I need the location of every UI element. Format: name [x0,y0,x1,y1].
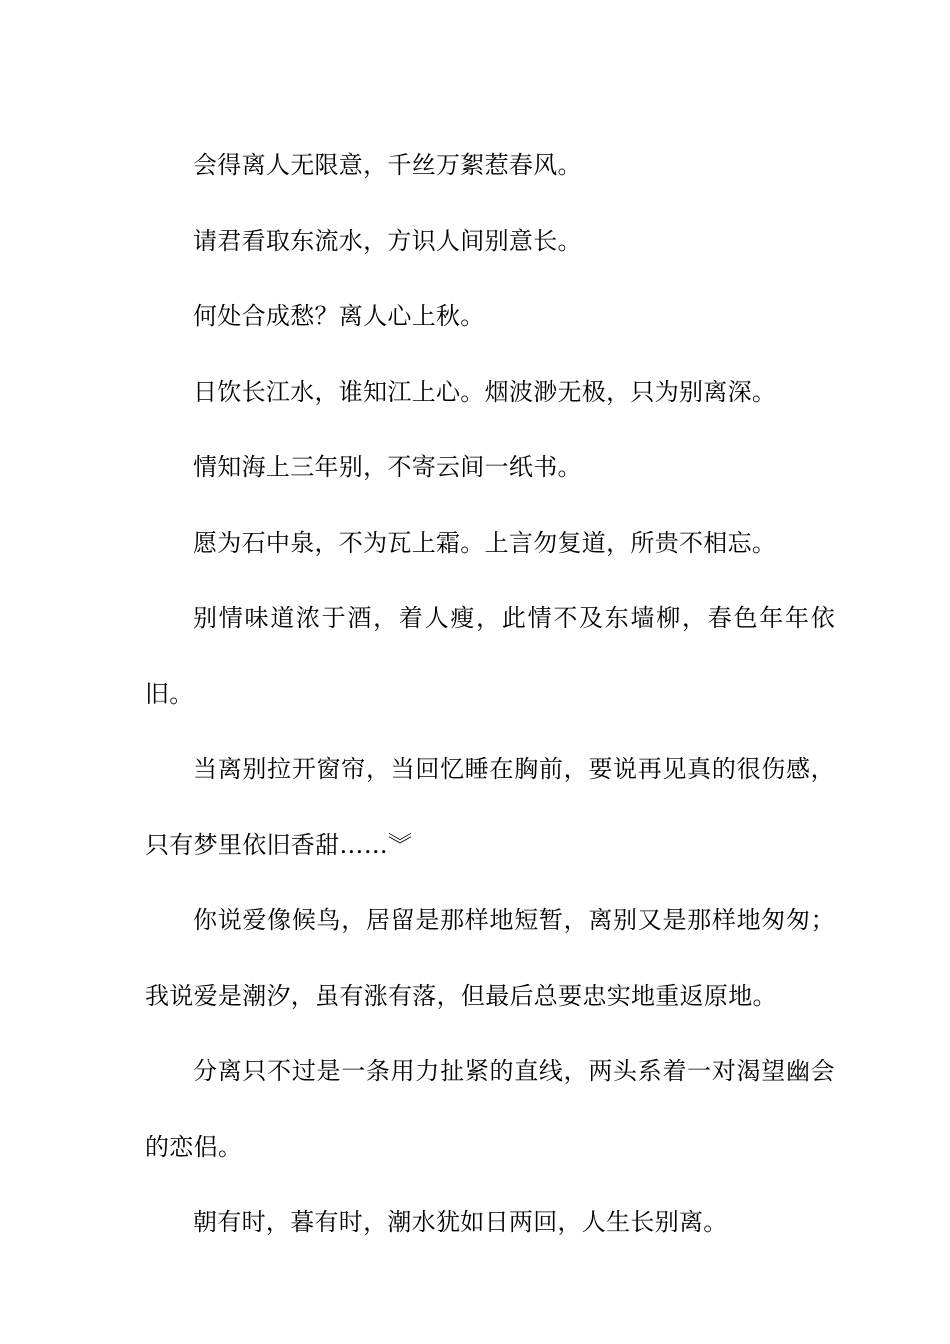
paragraph: 请君看取东流水，方识人间别意长。 [193,226,582,255]
paragraph: 会得离人无限意，千丝万絮惹春风。 [193,151,582,179]
paragraph: 你说爱像候鸟，居留是那样地短暂，离别又是那样地匆匆；我说爱是潮汐，虽有涨有落，但最后总要忠实地重返原地。 [145,906,835,1010]
paragraph: 别情味道浓于酒，着人瘦，此情不及东墙柳，春色年年依旧。 [145,604,835,708]
paragraph: 朝有时，暮有时，潮水犹如日两回，人生长别离。 [193,1208,728,1236]
paragraph: 愿为石中泉，不为瓦上霜。上言勿复道，所贵不相忘。 [193,528,777,557]
paragraph: 日饮长江水，谁知江上心。烟波渺无极，只为别离深。 [193,377,777,406]
paragraph: 何处合成愁？离人心上秋。 [193,302,485,330]
document-body [145,128,835,1261]
paragraph: 分离只不过是一条用力扯紧的直线，两头系着一对渴望幽会的恋侣。 [145,1057,835,1161]
paragraph: 情知海上三年别，不寄云间一纸书。 [193,453,582,481]
paragraph: 当离别拉开窗帘，当回忆睡在胸前，要说再见真的很伤感，只有梦里依旧香甜……︾ [145,755,835,859]
